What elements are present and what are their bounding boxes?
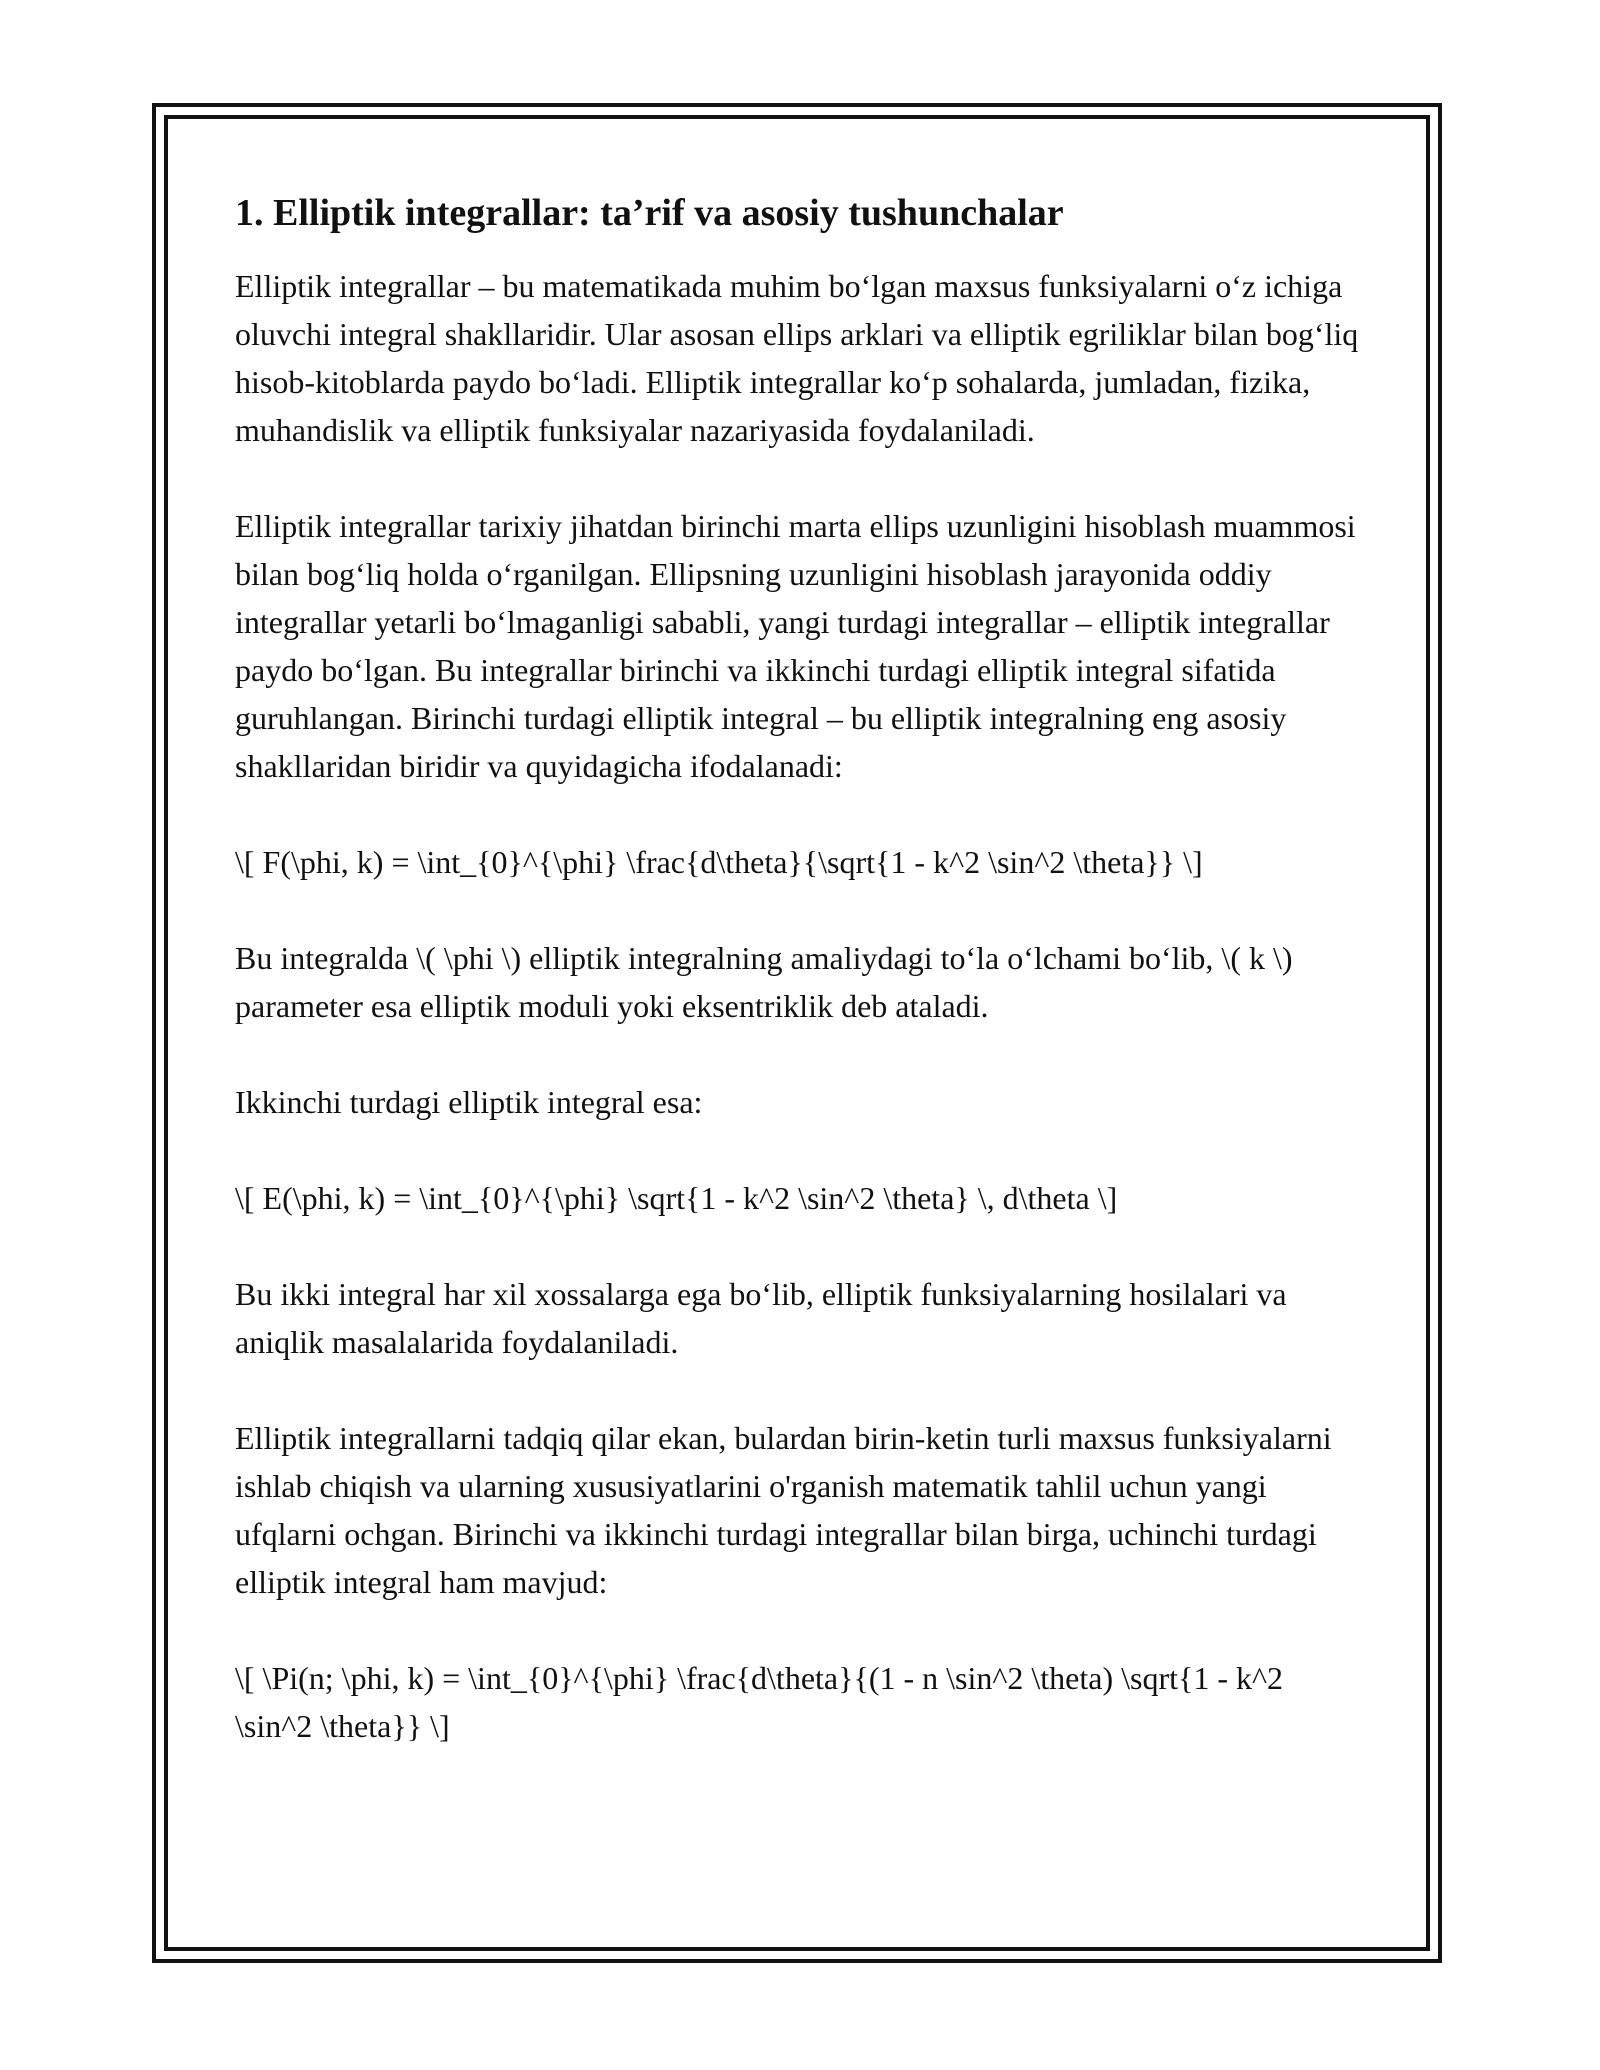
document-body <box>235 190 1365 1798</box>
paragraph-second-kind-intro: Ikkinchi turdagi elliptik integral esa: <box>235 1084 703 1120</box>
paragraph-properties: Bu ikki integral har xil xossalarga ega bo‘lib, elliptik funksiyalarning hosilalari va aniqlik masalalarida foydalaniladi. <box>235 1276 1287 1360</box>
formula-first-kind: \[ F(\phi, k) = \int_{0}^{\phi} \frac{d\theta}{\sqrt{1 - k^2 \sin^2 \theta}} \] <box>235 844 1203 880</box>
formula-second-kind: \[ E(\phi, k) = \int_{0}^{\phi} \sqrt{1 - k^2 \sin^2 \theta} \, d\theta \] <box>235 1180 1118 1216</box>
formula-third-kind: \[ \Pi(n; \phi, k) = \int_{0}^{\phi} \frac{d\theta}{(1 - n \sin^2 \theta) \sqrt{1 - k^2 \sin^2 \theta}} \] <box>235 1660 1284 1744</box>
section-heading: 1. Elliptik integrallar: ta’rif va asosiy tushunchalar <box>235 192 1064 234</box>
paragraph-parameters: Bu integralda \( \phi \) elliptik integralning amaliydagi to‘la o‘lchami bo‘lib, \( k \) parameter esa elliptik moduli yoki eksentriklik deb ataladi. <box>235 940 1293 1024</box>
paragraph-research: Elliptik integrallarni tadqiq qilar ekan, bulardan birin-ketin turli maxsus funksiyalarni ishlab chiqish va ularning xususiyatlarini o'rganish matematik tahlil uchun yangi ufqlarni ochgan. Birinchi va ikkinchi turdagi integrallar bilan birga, uchinchi turdagi elliptik integral ham mavjud: <box>235 1420 1332 1600</box>
paragraph-intro: Elliptik integrallar – bu matematikada muhim bo‘lgan maxsus funksiyalarni o‘z ichiga oluvchi integral shakllaridir. Ular asosan ellips arklari va elliptik egriliklar bilan bog‘liq hisob-kitoblarda paydo bo‘ladi. Elliptik integrallar ko‘p sohalarda, jumladan, fizika, muhandislik va elliptik funksiyalar nazariyasida foydalaniladi. <box>235 268 1359 448</box>
paragraph-history: Elliptik integrallar tarixiy jihatdan birinchi marta ellips uzunligini hisoblash muammosi bilan bog‘liq holda o‘rganilgan. Ellipsning uzunligini hisoblash jarayonida oddiy integrallar yetarli bo‘lmaganligi sababli, yangi turdagi integrallar – elliptik integrallar paydo bo‘lgan. Bu integrallar birinchi va ikkinchi turdagi elliptik integral sifatida guruhlangan. Birinchi turdagi elliptik integral – bu elliptik integralning eng asosiy shakllaridan biridir va quyidagicha ifodalanadi: <box>235 508 1356 784</box>
